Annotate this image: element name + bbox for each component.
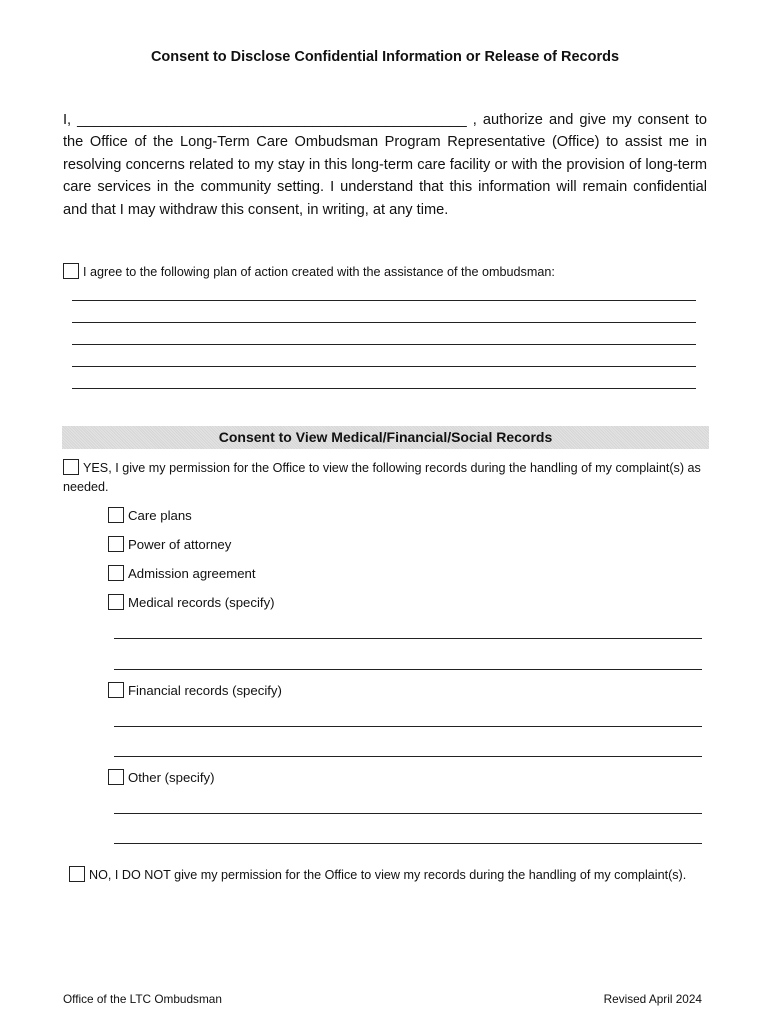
other-specify-line-2[interactable] xyxy=(114,843,702,844)
no-permission-row xyxy=(69,866,689,885)
document-title: Consent to Disclose Confidential Information or Release of Records xyxy=(150,49,620,65)
plan-line-4[interactable] xyxy=(72,366,696,367)
footer-revised: Revised April 2024 xyxy=(603,992,702,1006)
plan-of-action-row xyxy=(63,263,703,279)
consent-paragraph: I, ________________________________________________ , authorize and give my consent to the Office of the Long-Term Care Ombudsman Program Representative (Office) to assist me in resolving concerns related to my stay in this long-term care facility or with the provision of long-term care services in the community setting. I understand that this information will remain confidential and that I may withdraw this consent, in writing, at any time. xyxy=(63,112,707,218)
other-label: Other (specify) xyxy=(128,770,215,785)
plan-of-action-checkbox[interactable] xyxy=(63,263,79,279)
care-plans-label: Care plans xyxy=(128,508,192,523)
medical-records-checkbox[interactable] xyxy=(108,594,124,610)
yes-permission-label: YES, I give my permission for the Office to view the following records during the handling of my complaint(s) as needed. xyxy=(63,461,701,494)
plan-of-action-label: I agree to the following plan of action created with the assistance of the ombudsman: xyxy=(83,265,555,279)
footer-office: Office of the LTC Ombudsman xyxy=(63,992,222,1006)
financial-records-label: Financial records (specify) xyxy=(128,683,282,698)
admission-agreement-label: Admission agreement xyxy=(128,566,256,581)
medical-specify-line-1[interactable] xyxy=(114,638,702,639)
plan-line-3[interactable] xyxy=(72,344,696,345)
plan-line-2[interactable] xyxy=(72,322,696,323)
admission-agreement-checkbox[interactable] xyxy=(108,565,124,581)
care-plans-checkbox[interactable] xyxy=(108,507,124,523)
option-medical-records xyxy=(108,594,275,610)
option-other xyxy=(108,769,214,785)
option-power-of-attorney xyxy=(108,536,231,552)
yes-permission-row xyxy=(63,459,703,497)
section-heading: Consent to View Medical/Financial/Social Records xyxy=(62,426,709,449)
medical-specify-line-2[interactable] xyxy=(114,669,702,670)
financial-specify-line-2[interactable] xyxy=(114,756,702,757)
other-checkbox[interactable] xyxy=(108,769,124,785)
medical-records-label: Medical records (specify) xyxy=(128,595,275,610)
power-of-attorney-checkbox[interactable] xyxy=(108,536,124,552)
financial-records-checkbox[interactable] xyxy=(108,682,124,698)
option-admission-agreement xyxy=(108,565,256,581)
no-permission-label: NO, I DO NOT give my permission for the Office to view my records during the handling of my complaint(s). xyxy=(89,868,687,882)
option-financial-records xyxy=(108,682,282,698)
no-permission-checkbox[interactable] xyxy=(69,866,85,882)
other-specify-line-1[interactable] xyxy=(114,813,702,814)
plan-line-5[interactable] xyxy=(72,388,696,389)
option-care-plans xyxy=(108,507,192,523)
yes-permission-checkbox[interactable] xyxy=(63,459,79,475)
financial-specify-line-1[interactable] xyxy=(114,726,702,727)
power-of-attorney-label: Power of attorney xyxy=(128,537,232,552)
plan-line-1[interactable] xyxy=(72,300,696,301)
